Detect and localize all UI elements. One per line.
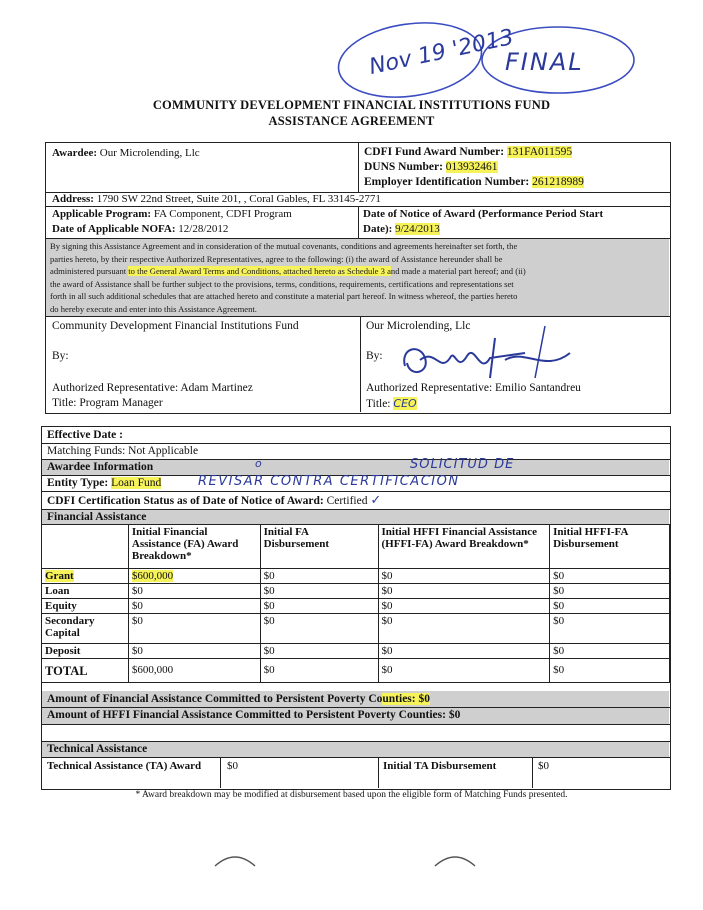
table-cell: $0 (260, 659, 378, 683)
rule (220, 757, 221, 788)
table-cell: $0 (550, 569, 670, 584)
paragraph-line (50, 265, 668, 278)
ta-award-label: Technical Assistance (TA) Award (47, 760, 202, 772)
technical-assistance-header: Technical Assistance (47, 743, 148, 755)
table-row (42, 569, 670, 584)
paragraph-line: forth in all such additional schedules that are attached hereto and constitute a material part hereof. In witness whereof, the parties hereto (50, 291, 518, 302)
cdfi-status-row (47, 494, 381, 508)
table-cell: $0 (128, 599, 260, 614)
document-title-line1: COMMUNITY DEVELOPMENT FINANCIAL INSTITUTIONS FUND (152, 98, 551, 112)
awardee-org: Our Microlending, Llc (366, 320, 471, 332)
nofa-label: Date of Applicable NOFA: (52, 223, 176, 235)
table-row (42, 584, 670, 599)
table-row (42, 614, 670, 644)
table-cell: $0 (128, 644, 260, 659)
col-header-hffi-disbursement: Initial HFFI-FA Disbursement (550, 525, 670, 569)
punch-marks (200, 848, 520, 878)
rule (532, 757, 533, 788)
notice-value: 9/24/2013 (395, 223, 440, 235)
table-cell: $600,000 (131, 570, 174, 582)
table-cell: $0 (378, 599, 550, 614)
col-header-fa-breakdown: Initial Financial Assistance (FA) Award Breakdown* (128, 525, 260, 569)
program-label: Applicable Program: (52, 208, 152, 220)
awardee-row (52, 147, 200, 160)
awardee-title-row (366, 397, 417, 411)
program-row (52, 208, 292, 221)
ein-value: 261218989 (532, 176, 584, 188)
paragraph-segment: nd made a material part hereof; and (ii) (390, 266, 526, 277)
cdfi-org: Community Development Financial Institutions Fund (52, 320, 299, 332)
awardee-info-header: Awardee Information (47, 461, 154, 473)
ppc-value: unties: $0 (382, 693, 430, 705)
table-cell: $0 (550, 599, 670, 614)
col-header-fa-disbursement: Initial FA Disbursement (260, 525, 378, 569)
handwritten-title: CEO (393, 397, 417, 410)
handwritten-date: Nov 19 '2013 (367, 24, 516, 81)
rule (41, 707, 670, 708)
hffi-ppc-row: Amount of HFFI Financial Assistance Committed to Persistent Poverty Counties: $0 (47, 709, 461, 721)
row-label: Equity (42, 599, 129, 614)
rule (358, 206, 359, 238)
rule (41, 724, 670, 725)
rule (41, 757, 670, 758)
cdfi-rep: Authorized Representative: Adam Martinez (52, 382, 253, 394)
paragraph-highlight: to the General Award Terms and Conditions, attached hereto as Schedule 3 a (128, 266, 391, 277)
award-number-value: 131FA011595 (506, 146, 573, 158)
cdfi-title: Title: Program Manager (52, 397, 163, 409)
duns-value: 013932461 (445, 161, 498, 173)
nofa-value: 12/28/2012 (178, 223, 229, 235)
handwritten-circle-mark: o (255, 457, 262, 470)
paragraph-line: do hereby execute and enter into this Assistance Agreement. (50, 303, 257, 314)
award-number-label: CDFI Fund Award Number: (364, 146, 505, 158)
ppc-row (47, 693, 430, 706)
paragraph-line: parties hereto, by their respective Authorized Representatives, agree to the following: (i) the award of Assistance hereunder shall be (50, 253, 503, 264)
address-row (52, 193, 381, 206)
table-cell: $0 (378, 569, 550, 584)
notice-label2: Date): (363, 223, 393, 235)
award-number-row (364, 146, 572, 159)
ppc-label: Amount of Financial Assistance Committed to Persistent Poverty Co (47, 693, 383, 705)
rule (41, 443, 670, 444)
handwritten-entity-note-1: SOLICITUD DE (410, 457, 515, 472)
table-total-row (42, 659, 670, 683)
table-cell: $0 (260, 614, 378, 644)
agreement-paragraph (50, 240, 668, 316)
entity-type-row (47, 477, 161, 490)
table-cell: $0 (260, 644, 378, 659)
ta-award-value: $0 (227, 760, 238, 772)
awardee-label: Awardee: (52, 147, 97, 159)
table-cell: $0 (378, 614, 550, 644)
matching-funds-text: Matching Funds: Not Applicable (47, 445, 199, 457)
nofa-row (52, 223, 228, 236)
table-cell: $0 (260, 599, 378, 614)
table-cell: $0 (128, 584, 260, 599)
address-label: Address: (52, 193, 94, 205)
ein-label: Employer Identification Number: (364, 176, 530, 188)
table-cell: $0 (378, 584, 550, 599)
handwritten-check: ✓ (370, 493, 382, 508)
ta-disbursement-value: $0 (538, 760, 549, 772)
notice-label: Date of Notice of Award (Performance Period Start (363, 208, 604, 220)
table-cell: $0 (550, 644, 670, 659)
paragraph-segment: administered pursuant (50, 266, 129, 277)
row-label: Grant (45, 570, 74, 582)
cdfi-status-value: Certified (326, 495, 368, 507)
awardee-by: By: (366, 350, 383, 362)
cdfi-status-label: CDFI Certification Status as of Date of Notice of Award: (47, 495, 324, 507)
table-cell: $0 (550, 659, 670, 683)
col-header-hffi-breakdown: Initial HFFI Financial Assistance (HFFI-FA) Award Breakdown* (378, 525, 550, 569)
duns-label: DUNS Number: (364, 161, 443, 173)
awardee-rep: Authorized Representative: Emilio Santandreu (366, 382, 581, 394)
row-label: TOTAL (42, 659, 129, 683)
table-cell: $0 (260, 584, 378, 599)
rule (358, 142, 359, 192)
rule (45, 316, 670, 317)
table-cell: $600,000 (128, 659, 260, 683)
entity-type-value: Loan Fund (111, 477, 162, 489)
awardee-value: Our Microlending, Llc (99, 147, 200, 159)
awardee-title-label: Title: (366, 398, 391, 410)
table-cell: $0 (128, 614, 260, 644)
table-cell: $0 (378, 644, 550, 659)
footnote: * Award breakdown may be modified at disbursement based upon the eligible form of Matching Funds presented. (135, 790, 568, 800)
ta-disbursement-label: Initial TA Disbursement (383, 760, 497, 772)
notice-row (363, 223, 440, 236)
table-row (42, 599, 670, 614)
signature (395, 318, 595, 388)
financial-assistance-header: Financial Assistance (47, 511, 147, 523)
duns-row (364, 161, 498, 174)
table-cell: $0 (260, 569, 378, 584)
table-cell: $0 (550, 614, 670, 644)
program-value: FA Component, CDFI Program (153, 208, 292, 220)
row-label: Deposit (42, 644, 129, 659)
ein-row (364, 176, 584, 189)
table-header-blank (42, 525, 129, 569)
rule (360, 316, 361, 412)
row-label: Secondary Capital (42, 614, 129, 644)
table-cell: $0 (550, 584, 670, 599)
effective-date: Effective Date : (47, 429, 123, 441)
rule (41, 491, 670, 492)
financial-assistance-table (41, 524, 670, 683)
paragraph-line: By signing this Assistance Agreement and in consideration of the mutual covenants, conditions and agreements hereinafter set forth, the (50, 241, 518, 251)
handwritten-final: FINAL (505, 48, 584, 76)
table-header-row (42, 525, 670, 569)
row-label: Loan (42, 584, 129, 599)
entity-type-label: Entity Type: (47, 477, 109, 489)
cdfi-by: By: (52, 350, 69, 362)
address-value: 1790 SW 22nd Street, Suite 201, , Coral Gables, FL 33145-2771 (96, 193, 381, 205)
paragraph-line: the award of Assistance shall be further subject to the provisions, terms, conditions, requirements, certifications and representations set (50, 278, 514, 289)
table-row (42, 644, 670, 659)
handwritten-entity-note-2: REVISAR CONTRA CERTIFICACION (198, 474, 460, 489)
table-cell: $0 (378, 659, 550, 683)
document-title-line2: ASSISTANCE AGREEMENT (268, 114, 435, 128)
matching-funds (47, 445, 198, 458)
rule (378, 757, 379, 788)
